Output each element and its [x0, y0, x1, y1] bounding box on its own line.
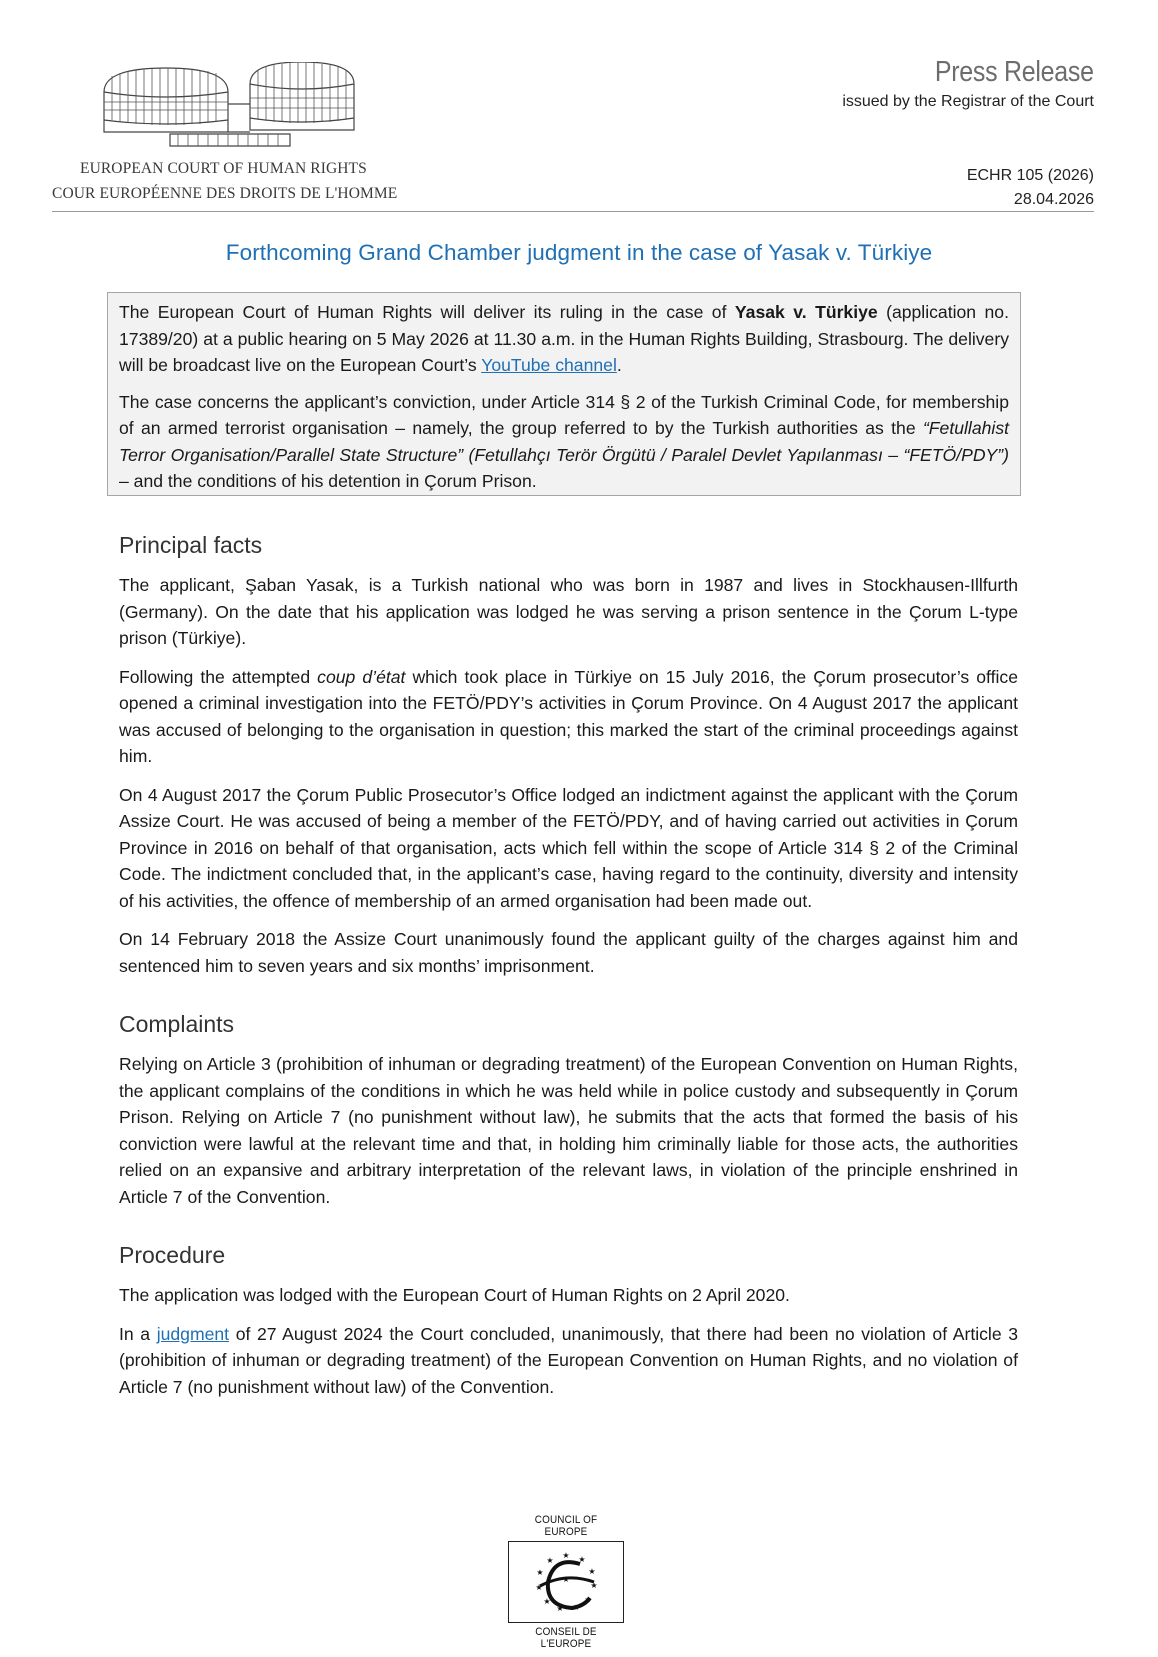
summary-text: The European Court of Human Rights will deliver its ruling in the case of — [119, 302, 735, 322]
facts-paragraph-4: On 14 February 2018 the Assize Court unanimously found the applicant guilty of the charges against him and sentenced him to seven years and six months’ imprisonment. — [119, 929, 1018, 976]
press-release-title: Press Release — [935, 56, 1094, 88]
summary-paragraph-1 — [119, 299, 1009, 379]
facts-paragraph-3: On 4 August 2017 the Çorum Public Prosecutor’s Office lodged an indictment against the applicant with the Çorum Assize Court. He was accused of being a member of the FETÖ/PDY, and of having carried out activities in Çorum Province in 2016 on behalf of that organisation, acts which fell within the scope of Article 314 § 2 of the Criminal Code. The indictment concluded that, in the applicant’s case, having regard to the continuity, diversity and intensity of his activities, the offence of membership of an armed organisation had been made out. — [119, 784, 1018, 911]
svg-text:★: ★ — [577, 1555, 586, 1564]
procedure-paragraph-1: The application was lodged with the European Court of Human Rights on 2 April 2020. — [119, 1285, 790, 1305]
youtube-channel-link[interactable]: YouTube channel — [481, 355, 617, 375]
facts-text: Following the attempted — [119, 666, 318, 687]
summary-text: (application no. 17389/20) at a public hearing on 5 May 2026 at 11.30 a.m. in the Human Rights Building, Strasbourg. The delivery will be broadcast live on the European Court’s — [119, 302, 1009, 375]
facts-paragraph-1: The applicant, Şaban Yasak, is a Turkish national who was born in 1987 and lives in Stockhausen-Illfurth (Germany). On the date that his application was lodged he was serving a prison sentence in the Çorum L-type prison (Türkiye). — [119, 575, 1018, 648]
procedure-text: In a — [119, 1323, 157, 1344]
press-release-subtitle: issued by the Registrar of the Court — [842, 93, 1094, 110]
svg-text:★: ★ — [561, 1575, 570, 1584]
header-divider — [52, 211, 1094, 212]
svg-text:★: ★ — [589, 1581, 598, 1590]
facts-text: which took place in Türkiye on 15 July 2016, the Çorum prosecutor’s office opened a criminal investigation into the FETÖ/PDY’s activities in Çorum Province. On 4 August 2017 the applicant was accused of belonging to the organisation in question; this marked the start of the criminal proceedings against him. — [119, 666, 1018, 766]
svg-text:★: ★ — [571, 1603, 580, 1612]
release-date: 28.04.2026 — [1013, 191, 1094, 208]
svg-text:★: ★ — [535, 1568, 544, 1577]
procedure-text: of 27 August 2024 the Court concluded, unanimously, that there had been no violation of Article 3 (prohibition of inhuman or degrading treatment) of the European Convention on Human Rights, and no violation of Article 7 (no punishment without law) of the Convention. — [119, 1323, 1019, 1397]
court-name-fr: COUR EUROPÉENNE DES DROITS DE L'HOMME — [52, 185, 398, 202]
facts-paragraph-2 — [119, 664, 1018, 770]
page-title: Forthcoming Grand Chamber judgment in the case of Yasak v. Türkiye — [225, 240, 933, 265]
summary-box — [107, 292, 1021, 496]
organisation-name: “Fetullahist Terror Organisation/Parallel State Structure” (Fetullahçı Terör Örgütü / Paralel Devlet Yapılanması – “FETÖ/PDY”) — [119, 418, 1009, 465]
coe-label-fr: CONSEIL DE L'EUROPE — [535, 1626, 597, 1650]
main-content — [119, 530, 1018, 1430]
court-name-en: EUROPEAN COURT OF HUMAN RIGHTS — [80, 160, 367, 177]
procedure-heading: Procedure — [119, 1242, 226, 1268]
complaints-heading: Complaints — [119, 1011, 235, 1037]
coe-label-en: COUNCIL OF EUROPE — [534, 1514, 598, 1538]
principal-facts-heading: Principal facts — [119, 532, 263, 558]
principal-facts-section — [119, 530, 1018, 979]
svg-text:★: ★ — [555, 1604, 564, 1613]
court-building-icon — [100, 62, 360, 150]
procedure-section — [119, 1240, 1018, 1400]
reference-number: ECHR 105 (2026) — [966, 167, 1094, 184]
council-of-europe-logo — [506, 1514, 626, 1650]
case-name: Yasak v. Türkiye — [734, 302, 878, 322]
facts-italic: coup d’état — [317, 666, 406, 687]
complaints-paragraph-1: Relying on Article 3 (prohibition of inhuman or degrading treatment) of the European Convention on Human Rights, the applicant complains of the conditions in which he was held while in police custody and subsequently in Çorum Prison. Relying on Article 7 (no punishment without law), he submits that the acts that formed the basis of his conviction were lawful at the relevant time and that, in holding him criminally liable for those acts, the authorities relied on an expansive and arbitrary interpretation of the relevant laws, in violation of the principle enshrined in Article 7 of the Convention. — [119, 1054, 1018, 1207]
court-logo — [52, 62, 424, 206]
svg-text:★: ★ — [583, 1595, 592, 1604]
coe-emblem-icon — [508, 1541, 624, 1623]
summary-text: . — [616, 355, 622, 375]
reference-block — [967, 164, 1094, 212]
complaints-section — [119, 1009, 1018, 1210]
summary-text: – and the conditions of his detention in Çorum Prison. — [119, 471, 537, 491]
svg-text:★: ★ — [561, 1551, 570, 1560]
procedure-paragraph-2 — [119, 1321, 1018, 1401]
press-release-block — [842, 56, 1094, 111]
summary-paragraph-2 — [119, 389, 1009, 495]
svg-text:★: ★ — [534, 1583, 543, 1592]
svg-text:★: ★ — [542, 1597, 551, 1606]
svg-text:★: ★ — [545, 1556, 554, 1565]
summary-text: The case concerns the applicant’s conviction, under Article 314 § 2 of the Turkish Criminal Code, for membership of an armed terrorist organisation – namely, the group referred to by the Turkish authorities as the — [119, 391, 1009, 438]
judgment-link[interactable]: judgment — [156, 1323, 230, 1344]
svg-text:★: ★ — [587, 1567, 596, 1576]
